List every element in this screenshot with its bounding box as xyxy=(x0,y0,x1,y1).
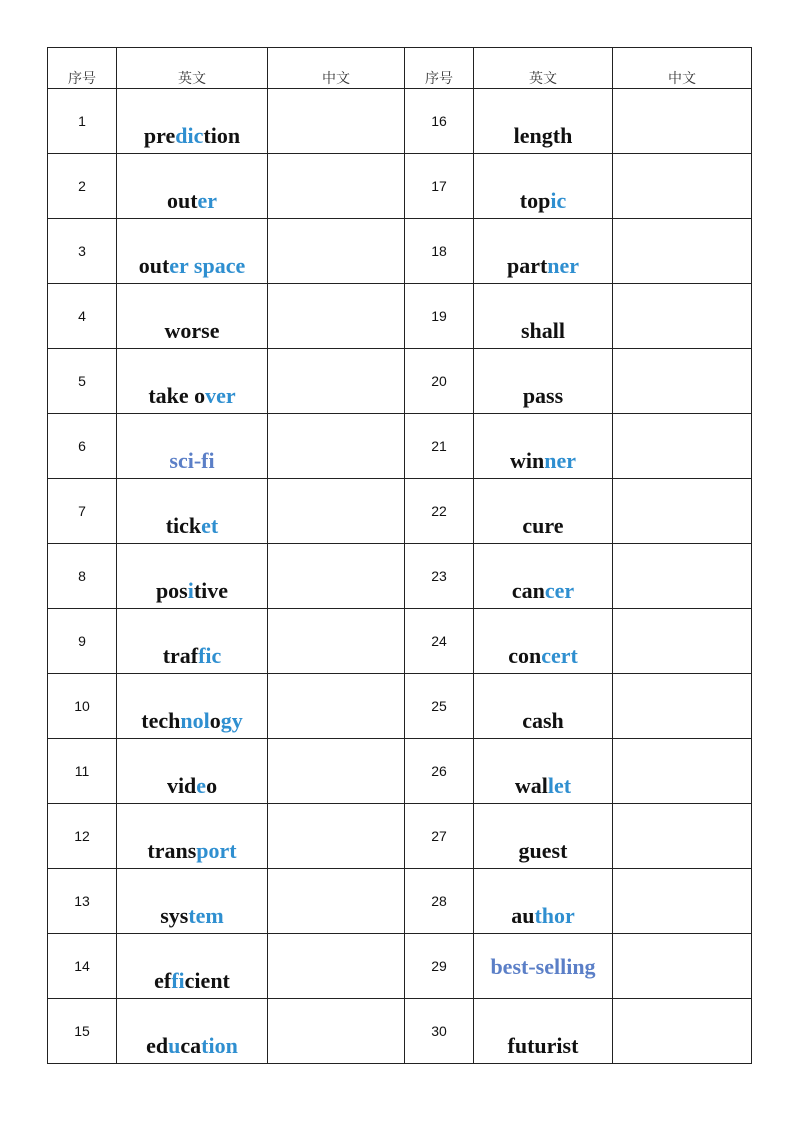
english-cell xyxy=(117,479,268,544)
number-cell xyxy=(48,739,117,804)
english-cell xyxy=(474,804,613,869)
word-segment: tem xyxy=(188,903,224,928)
word-segment: ed xyxy=(146,1033,169,1058)
english-word xyxy=(474,578,612,604)
number-cell xyxy=(48,544,117,609)
english-word xyxy=(474,773,612,799)
word-segment: dic xyxy=(175,123,204,148)
entry-number: 1 xyxy=(78,113,86,129)
word-segment: port xyxy=(196,838,237,863)
english-cell xyxy=(474,154,613,219)
entry-number: 11 xyxy=(74,763,90,779)
word-segment: ic xyxy=(550,188,567,213)
english-word xyxy=(474,1033,612,1059)
entry-number: 14 xyxy=(74,958,90,974)
entry-number: 6 xyxy=(78,438,86,454)
entry-number: 26 xyxy=(431,763,447,779)
english-word xyxy=(474,643,612,669)
english-word xyxy=(117,318,267,344)
table-row xyxy=(48,674,752,739)
word-segment: length xyxy=(513,123,573,148)
english-word xyxy=(474,253,612,279)
number-cell xyxy=(405,609,474,674)
chinese-answer-blank[interactable] xyxy=(613,349,751,413)
english-word xyxy=(474,318,612,344)
chinese-answer-blank[interactable] xyxy=(268,479,404,543)
table-row xyxy=(48,479,752,544)
chinese-answer-blank[interactable] xyxy=(268,284,404,348)
english-word xyxy=(117,773,267,799)
english-cell xyxy=(474,999,613,1064)
word-segment: pos xyxy=(155,578,188,603)
word-segment: sci-fi xyxy=(169,448,215,473)
entry-number: 17 xyxy=(431,178,447,194)
word-segment: tick xyxy=(165,513,202,538)
chinese-answer-blank[interactable] xyxy=(268,609,404,673)
chinese-answer-blank[interactable] xyxy=(613,804,751,868)
entry-number: 22 xyxy=(431,503,447,519)
english-word xyxy=(117,383,267,409)
header-cell-english xyxy=(117,48,268,89)
english-word xyxy=(117,578,267,604)
word-segment: vid xyxy=(166,773,197,798)
word-segment: ca xyxy=(180,1033,202,1058)
english-cell xyxy=(117,544,268,609)
english-word xyxy=(474,448,612,474)
word-segment: let xyxy=(547,773,572,798)
table-row xyxy=(48,869,752,934)
word-segment: er space xyxy=(169,253,246,278)
table-row xyxy=(48,934,752,999)
chinese-answer-cell[interactable] xyxy=(613,544,752,609)
entry-number: 29 xyxy=(431,958,447,974)
chinese-answer-blank[interactable] xyxy=(268,869,404,933)
word-segment: part xyxy=(506,253,548,278)
number-cell xyxy=(405,999,474,1064)
english-word xyxy=(117,643,267,669)
chinese-answer-cell[interactable] xyxy=(268,804,405,869)
english-word xyxy=(474,956,612,978)
english-word xyxy=(474,513,612,539)
word-segment: top xyxy=(519,188,551,213)
entry-number: 23 xyxy=(431,568,447,584)
header-label: 序号 xyxy=(68,71,96,87)
header-cell-chinese xyxy=(613,48,752,89)
chinese-answer-cell[interactable] xyxy=(613,869,752,934)
word-segment: worse xyxy=(164,318,220,343)
chinese-answer-blank[interactable] xyxy=(268,674,404,738)
number-cell xyxy=(48,479,117,544)
chinese-answer-blank[interactable] xyxy=(268,804,404,868)
entry-number: 12 xyxy=(74,828,90,844)
chinese-answer-cell[interactable] xyxy=(613,479,752,544)
english-cell xyxy=(117,219,268,284)
header-label: 英文 xyxy=(529,71,557,87)
english-cell xyxy=(474,349,613,414)
word-segment: o xyxy=(206,773,218,798)
chinese-answer-blank[interactable] xyxy=(613,219,751,283)
word-segment: tive xyxy=(193,578,229,603)
table-row xyxy=(48,999,752,1064)
chinese-answer-blank[interactable] xyxy=(613,934,751,998)
word-segment: can xyxy=(511,578,545,603)
number-cell xyxy=(405,869,474,934)
number-cell xyxy=(48,349,117,414)
english-cell xyxy=(117,934,268,999)
chinese-answer-blank[interactable] xyxy=(613,999,751,1063)
word-segment: traf xyxy=(162,643,199,668)
word-segment: win xyxy=(509,448,545,473)
word-segment: et xyxy=(201,513,219,538)
english-cell xyxy=(117,414,268,479)
english-cell xyxy=(117,999,268,1064)
entry-number: 8 xyxy=(78,568,86,584)
english-word xyxy=(117,253,267,279)
table-row xyxy=(48,609,752,674)
number-cell xyxy=(405,414,474,479)
english-word xyxy=(474,383,612,409)
english-cell xyxy=(474,219,613,284)
entry-number: 9 xyxy=(78,633,86,649)
english-cell xyxy=(474,89,613,154)
number-cell xyxy=(405,89,474,154)
chinese-answer-cell[interactable] xyxy=(268,219,405,284)
entry-number: 16 xyxy=(431,113,447,129)
english-word xyxy=(117,513,267,539)
number-cell xyxy=(48,89,117,154)
english-word xyxy=(117,838,267,864)
chinese-answer-blank[interactable] xyxy=(613,609,751,673)
english-cell xyxy=(117,804,268,869)
number-cell xyxy=(405,804,474,869)
chinese-answer-blank[interactable] xyxy=(613,479,751,543)
word-segment: fic xyxy=(198,643,222,668)
word-segment: ner xyxy=(547,253,580,278)
english-word xyxy=(474,838,612,864)
chinese-answer-cell[interactable] xyxy=(613,999,752,1064)
english-cell xyxy=(117,154,268,219)
chinese-answer-cell[interactable] xyxy=(268,609,405,674)
number-cell xyxy=(48,284,117,349)
chinese-answer-cell[interactable] xyxy=(613,284,752,349)
chinese-answer-cell[interactable] xyxy=(268,89,405,154)
word-segment: best-selling xyxy=(490,954,596,979)
english-word xyxy=(474,188,612,214)
table-row xyxy=(48,739,752,804)
word-segment: pre xyxy=(143,123,176,148)
entry-number: 21 xyxy=(431,438,447,454)
entry-number: 19 xyxy=(431,308,447,324)
entry-number: 13 xyxy=(74,893,90,909)
entry-number: 2 xyxy=(78,178,86,194)
table-row xyxy=(48,154,752,219)
number-cell xyxy=(405,739,474,804)
word-segment: cash xyxy=(522,708,564,733)
chinese-answer-cell[interactable] xyxy=(268,999,405,1064)
english-cell xyxy=(474,934,613,999)
chinese-answer-cell[interactable] xyxy=(613,804,752,869)
word-segment: ver xyxy=(205,383,236,408)
word-segment: er xyxy=(197,188,218,213)
word-segment: wal xyxy=(514,773,548,798)
english-cell xyxy=(474,674,613,739)
table-row xyxy=(48,89,752,154)
number-cell xyxy=(405,154,474,219)
word-segment: ner xyxy=(544,448,576,473)
header-label: 中文 xyxy=(668,71,696,87)
english-word xyxy=(474,123,612,149)
word-segment: tech xyxy=(141,708,181,733)
word-segment: guest xyxy=(518,838,568,863)
chinese-answer-cell[interactable] xyxy=(613,609,752,674)
chinese-answer-cell[interactable] xyxy=(613,154,752,219)
english-cell xyxy=(117,739,268,804)
entry-number: 3 xyxy=(78,243,86,259)
word-segment: out xyxy=(166,188,198,213)
english-word xyxy=(117,123,267,149)
chinese-answer-cell[interactable] xyxy=(613,674,752,739)
word-segment: take o xyxy=(148,383,206,408)
chinese-answer-blank[interactable] xyxy=(268,544,404,608)
number-cell xyxy=(48,154,117,219)
entry-number: 28 xyxy=(431,893,447,909)
word-segment: tion xyxy=(201,1033,238,1058)
word-segment: cer xyxy=(544,578,575,603)
english-cell xyxy=(117,869,268,934)
word-segment: nol xyxy=(180,708,210,733)
chinese-answer-cell[interactable] xyxy=(268,674,405,739)
chinese-answer-blank[interactable] xyxy=(613,89,751,153)
chinese-answer-cell[interactable] xyxy=(613,89,752,154)
entry-number: 25 xyxy=(431,698,447,714)
chinese-answer-cell[interactable] xyxy=(613,739,752,804)
number-cell xyxy=(48,869,117,934)
number-cell xyxy=(48,999,117,1064)
number-cell xyxy=(405,284,474,349)
english-cell xyxy=(474,609,613,674)
number-cell xyxy=(48,934,117,999)
table-row xyxy=(48,414,752,479)
word-segment: gy xyxy=(220,708,243,733)
chinese-answer-cell[interactable] xyxy=(268,934,405,999)
number-cell xyxy=(405,219,474,284)
table-row xyxy=(48,544,752,609)
chinese-answer-blank[interactable] xyxy=(613,739,751,803)
number-cell xyxy=(405,674,474,739)
english-word xyxy=(117,448,267,474)
chinese-answer-cell[interactable] xyxy=(268,154,405,219)
entry-number: 30 xyxy=(431,1023,447,1039)
english-word xyxy=(117,188,267,214)
table-row xyxy=(48,804,752,869)
number-cell xyxy=(48,609,117,674)
chinese-answer-blank[interactable] xyxy=(268,414,404,478)
english-cell xyxy=(474,414,613,479)
english-cell xyxy=(474,739,613,804)
chinese-answer-blank[interactable] xyxy=(268,89,404,153)
english-word xyxy=(474,708,612,734)
chinese-answer-cell[interactable] xyxy=(613,934,752,999)
english-cell xyxy=(474,869,613,934)
english-cell xyxy=(117,89,268,154)
number-cell xyxy=(48,674,117,739)
word-segment: au xyxy=(511,903,535,928)
chinese-answer-blank[interactable] xyxy=(613,414,751,478)
word-segment: con xyxy=(508,643,542,668)
word-segment: cient xyxy=(184,968,230,993)
chinese-answer-blank[interactable] xyxy=(268,154,404,218)
english-word xyxy=(117,708,267,734)
chinese-answer-cell[interactable] xyxy=(268,479,405,544)
english-word xyxy=(117,903,267,929)
word-segment: ef xyxy=(154,968,172,993)
word-segment: pass xyxy=(522,383,564,408)
table-row xyxy=(48,284,752,349)
chinese-answer-blank[interactable] xyxy=(268,219,404,283)
word-segment: tion xyxy=(203,123,241,148)
word-segment: fi xyxy=(171,968,185,993)
header-row xyxy=(48,48,752,89)
chinese-answer-blank[interactable] xyxy=(613,154,751,218)
word-segment: thor xyxy=(534,903,575,928)
word-segment: i xyxy=(187,578,194,603)
word-segment: futurist xyxy=(507,1033,579,1058)
entry-number: 20 xyxy=(431,373,447,389)
number-cell xyxy=(48,804,117,869)
chinese-answer-blank[interactable] xyxy=(268,349,404,413)
word-segment: u xyxy=(168,1033,181,1058)
entry-number: 10 xyxy=(74,698,90,714)
header-cell-number xyxy=(405,48,474,89)
english-word xyxy=(474,903,612,929)
chinese-answer-blank[interactable] xyxy=(268,739,404,803)
entry-number: 7 xyxy=(78,503,86,519)
entry-number: 18 xyxy=(431,243,447,259)
word-segment: shall xyxy=(520,318,566,343)
number-cell xyxy=(405,479,474,544)
header-cell-number xyxy=(48,48,117,89)
word-segment: sys xyxy=(160,903,189,928)
header-label: 英文 xyxy=(178,71,206,87)
header-label: 中文 xyxy=(322,71,350,87)
number-cell xyxy=(48,219,117,284)
word-segment: o xyxy=(209,708,221,733)
header-cell-english xyxy=(474,48,613,89)
entry-number: 5 xyxy=(78,373,86,389)
english-cell xyxy=(117,284,268,349)
word-segment: out xyxy=(138,253,170,278)
number-cell xyxy=(48,414,117,479)
header-cell-chinese xyxy=(268,48,405,89)
chinese-answer-blank[interactable] xyxy=(613,544,751,608)
english-word xyxy=(117,968,267,994)
chinese-answer-blank[interactable] xyxy=(268,999,404,1063)
english-cell xyxy=(474,479,613,544)
entry-number: 24 xyxy=(431,633,447,649)
chinese-answer-cell[interactable] xyxy=(268,869,405,934)
entry-number: 4 xyxy=(78,308,86,324)
word-segment: cure xyxy=(522,513,564,538)
entry-number: 15 xyxy=(74,1023,90,1039)
english-cell xyxy=(474,284,613,349)
number-cell xyxy=(405,349,474,414)
number-cell xyxy=(405,934,474,999)
vocabulary-table xyxy=(47,47,752,1064)
chinese-answer-cell[interactable] xyxy=(268,414,405,479)
word-segment: e xyxy=(196,773,207,798)
table-row xyxy=(48,349,752,414)
chinese-answer-blank[interactable] xyxy=(613,674,751,738)
chinese-answer-blank[interactable] xyxy=(613,284,751,348)
chinese-answer-cell[interactable] xyxy=(613,414,752,479)
number-cell xyxy=(405,544,474,609)
chinese-answer-cell[interactable] xyxy=(268,739,405,804)
english-word xyxy=(117,1033,267,1059)
english-cell xyxy=(474,544,613,609)
chinese-answer-cell[interactable] xyxy=(268,544,405,609)
chinese-answer-cell[interactable] xyxy=(268,284,405,349)
chinese-answer-cell[interactable] xyxy=(613,219,752,284)
english-cell xyxy=(117,674,268,739)
english-cell xyxy=(117,609,268,674)
table-row xyxy=(48,219,752,284)
entry-number: 27 xyxy=(431,828,447,844)
chinese-answer-blank[interactable] xyxy=(268,934,404,998)
header-label: 序号 xyxy=(425,71,453,87)
word-segment: trans xyxy=(147,838,197,863)
chinese-answer-cell[interactable] xyxy=(268,349,405,414)
chinese-answer-blank[interactable] xyxy=(613,869,751,933)
chinese-answer-cell[interactable] xyxy=(613,349,752,414)
english-cell xyxy=(117,349,268,414)
word-segment: cert xyxy=(541,643,578,668)
